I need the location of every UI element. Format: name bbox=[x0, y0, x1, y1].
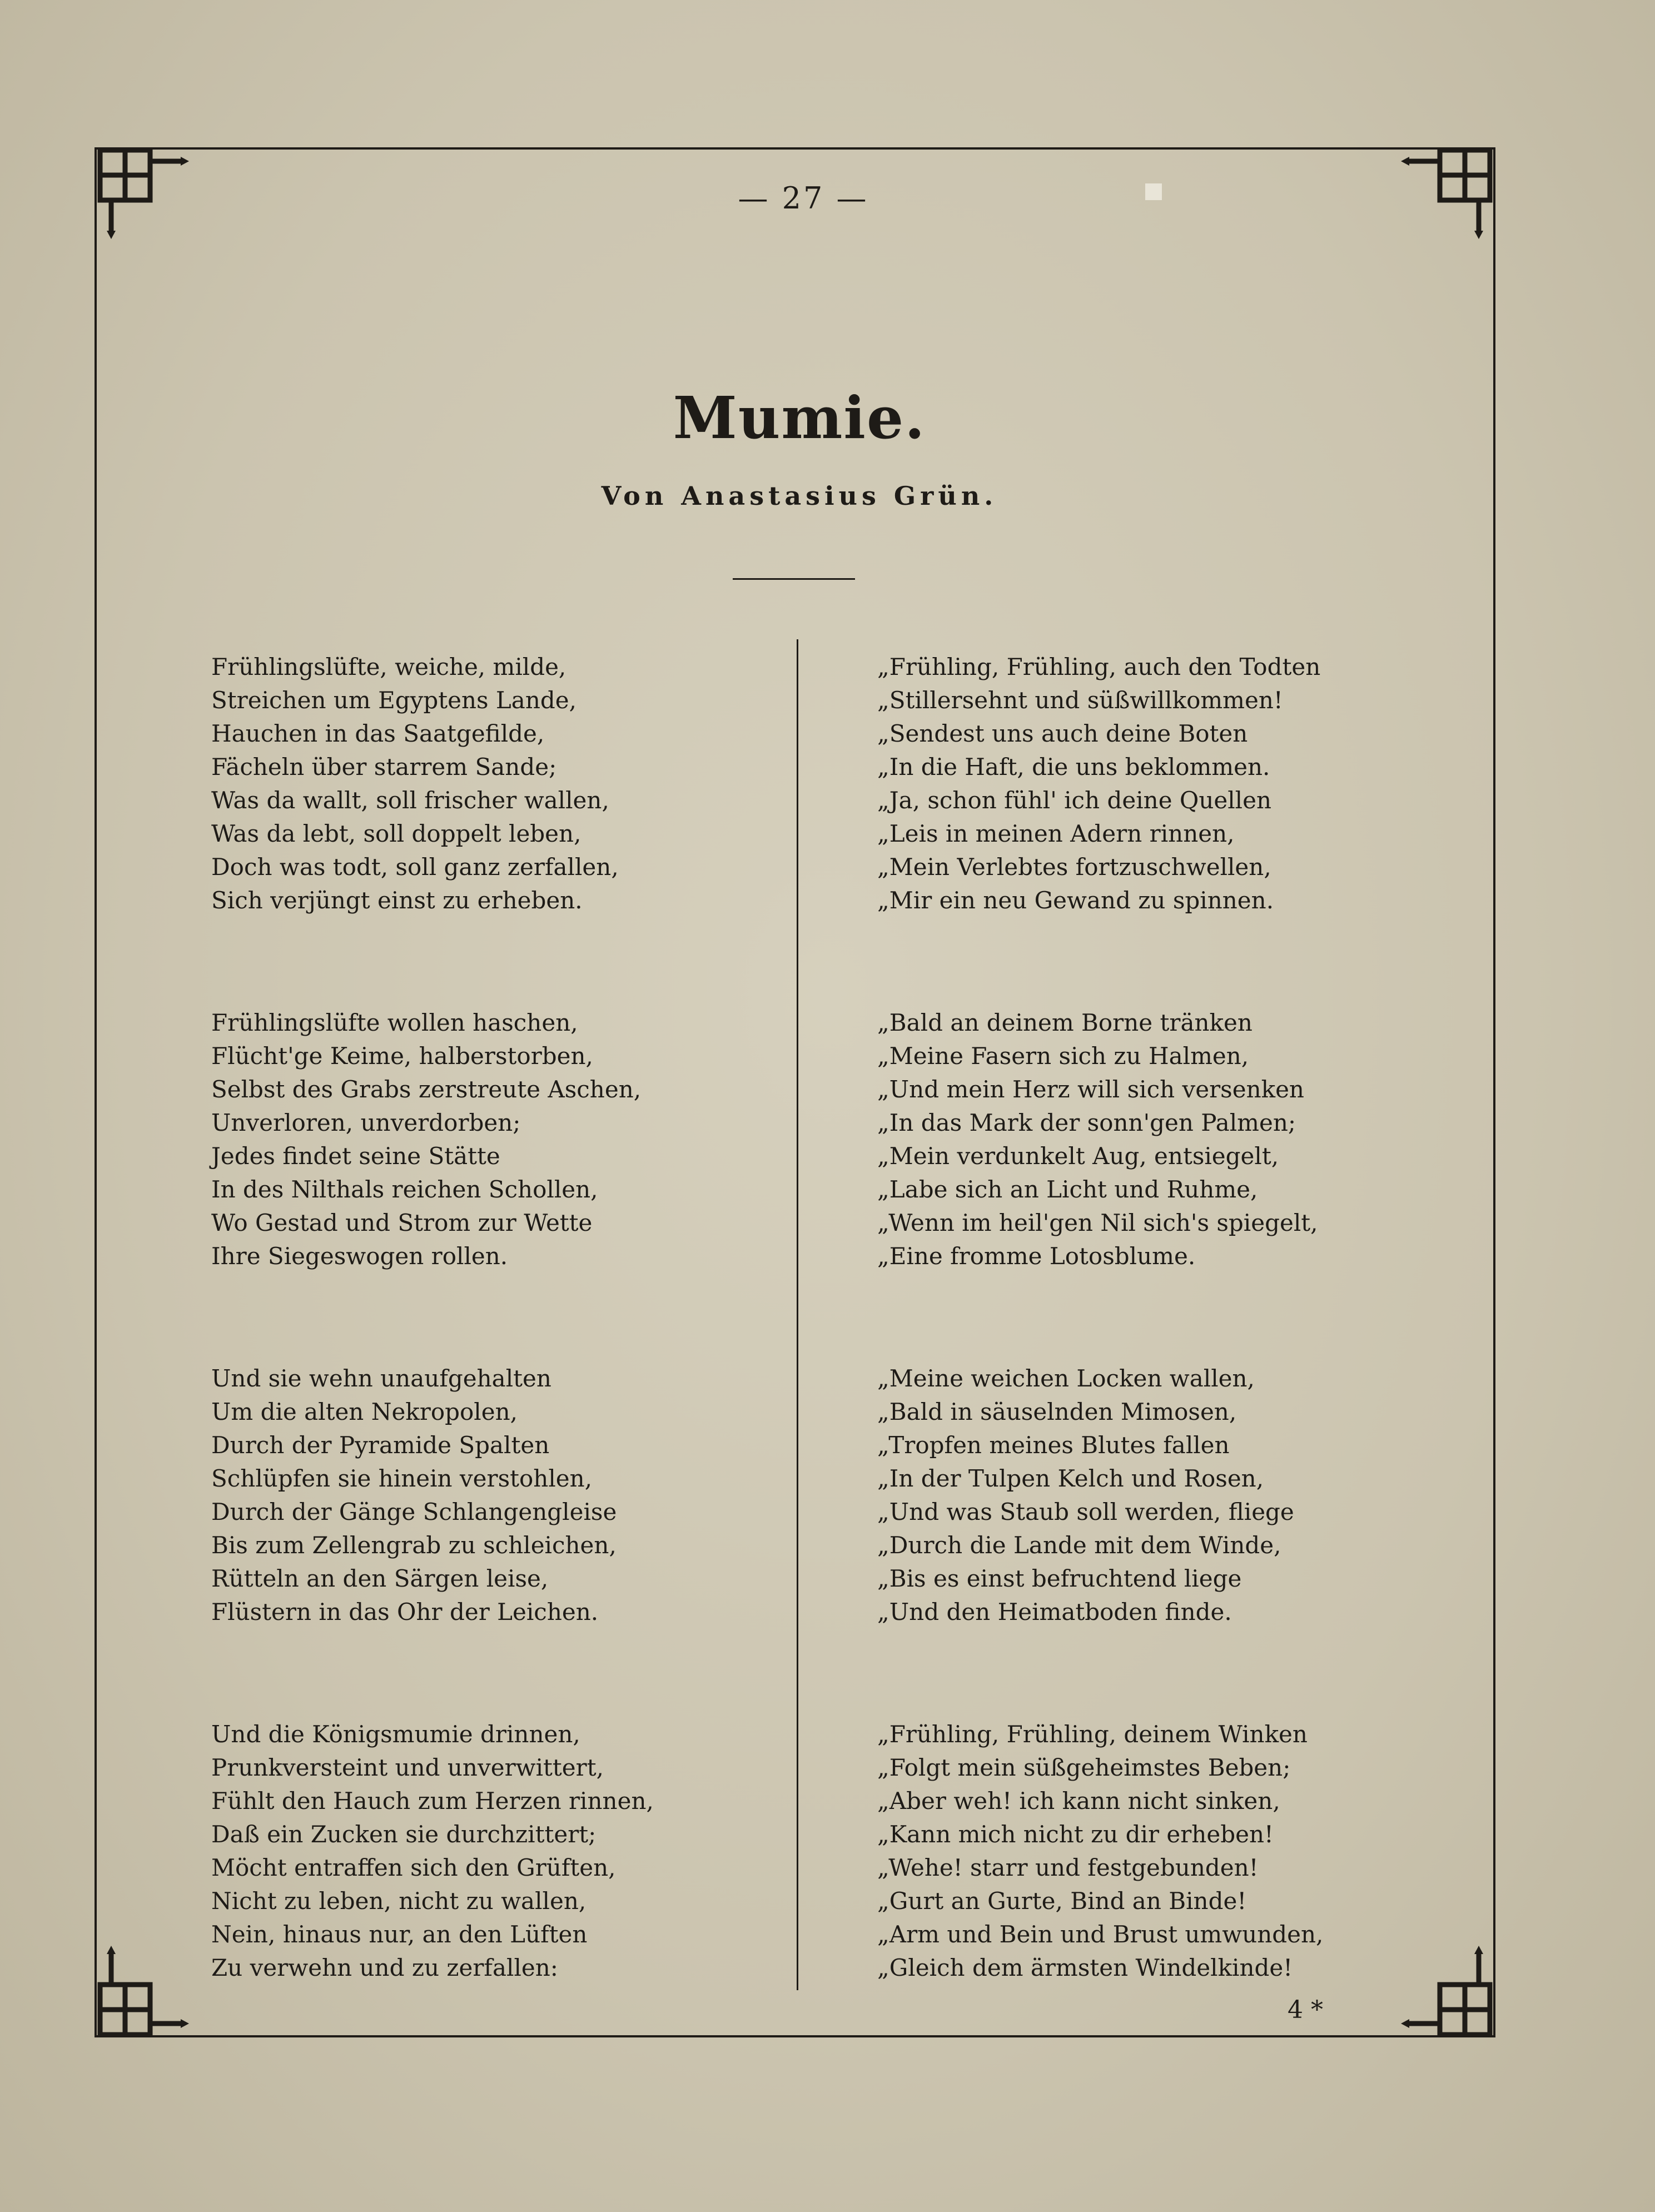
left-stanza-1 bbox=[211, 650, 767, 1006]
verse-line: Jedes findet seine Stätte bbox=[211, 1142, 500, 1170]
verse-line: „Und mein Herz will sich versenken bbox=[877, 1076, 1304, 1103]
verse-line: „Mir ein neu Gewand zu spinnen. bbox=[877, 887, 1274, 914]
verse-line: Flüstern in das Ohr der Leichen. bbox=[211, 1598, 599, 1626]
verse-line: „Frühling, Frühling, deinem Winken bbox=[877, 1721, 1308, 1748]
verse-line: „Kann mich nicht zu dir erheben! bbox=[877, 1821, 1274, 1848]
verse-line: Flücht'ge Keime, halberstorben, bbox=[211, 1042, 593, 1070]
right-stanza-4 bbox=[877, 1718, 1433, 2074]
verse-line: „Labe sich an Licht und Ruhme, bbox=[877, 1176, 1258, 1203]
verse-line: Ihre Siegeswogen rollen. bbox=[211, 1242, 508, 1270]
verse-line: „Frühling, Frühling, auch den Todten bbox=[877, 653, 1321, 680]
verse-line: Selbst des Grabs zerstreute Aschen, bbox=[211, 1076, 642, 1103]
page-number: — 27 — bbox=[738, 181, 869, 216]
verse-line: Fühlt den Hauch zum Herzen rinnen, bbox=[211, 1787, 654, 1815]
verse-line: „Gurt an Gurte, Bind an Binde! bbox=[877, 1887, 1247, 1915]
verse-line: „Tropfen meines Blutes fallen bbox=[877, 1431, 1230, 1459]
verse-line: „Bald an deinem Borne tränken bbox=[877, 1009, 1253, 1036]
verse-line: „Meine Fasern sich zu Halmen, bbox=[877, 1042, 1249, 1070]
right-stanza-3 bbox=[877, 1362, 1433, 1718]
verse-line: Und die Königsmumie drinnen, bbox=[211, 1721, 580, 1748]
verse-line: „Stillersehnt und süßwillkommen! bbox=[877, 687, 1283, 714]
verse-line: „Meine weichen Locken wallen, bbox=[877, 1365, 1255, 1392]
verse-line: „Bis es einst befruchtend liege bbox=[877, 1565, 1242, 1592]
verse-line: Möcht entraffen sich den Grüften, bbox=[211, 1854, 616, 1881]
right-stanza-1 bbox=[877, 650, 1433, 1006]
column-divider bbox=[797, 639, 798, 1990]
verse-line: Nicht zu leben, nicht zu wallen, bbox=[211, 1887, 587, 1915]
verse-line: „Sendest uns auch deine Boten bbox=[877, 720, 1248, 747]
left-stanza-4 bbox=[211, 1718, 767, 2074]
verse-line: „Leis in meinen Adern rinnen, bbox=[877, 820, 1235, 847]
signature-mark: 4 * bbox=[1288, 1996, 1323, 2024]
verse-line: „Aber weh! ich kann nicht sinken, bbox=[877, 1787, 1280, 1815]
verse-line: Und sie wehn unaufgehalten bbox=[211, 1365, 551, 1392]
verse-line: Um die alten Nekropolen, bbox=[211, 1398, 518, 1425]
verse-line: „Und den Heimatboden finde. bbox=[877, 1598, 1232, 1626]
corner-ornament-icon bbox=[89, 1946, 189, 2046]
poem-author: Von Anastasius Grün. bbox=[601, 481, 998, 511]
corner-ornament-icon bbox=[1401, 139, 1501, 239]
verse-line: Was da lebt, soll doppelt leben, bbox=[211, 820, 582, 847]
verse-line: Wo Gestad und Strom zur Wette bbox=[211, 1209, 593, 1236]
verse-line: Durch der Gänge Schlangengleise bbox=[211, 1498, 617, 1525]
right-stanza-2 bbox=[877, 1006, 1433, 1362]
verse-line: Schlüpfen sie hinein verstohlen, bbox=[211, 1465, 593, 1492]
verse-line: „Arm und Bein und Brust umwunden, bbox=[877, 1921, 1324, 1948]
corner-ornament-icon bbox=[89, 139, 189, 239]
verse-line: „Wehe! starr und festgebunden! bbox=[877, 1854, 1259, 1881]
right-column bbox=[877, 650, 1433, 2074]
verse-line: „Eine fromme Lotosblume. bbox=[877, 1242, 1196, 1270]
verse-line: Rütteln an den Särgen leise, bbox=[211, 1565, 549, 1592]
verse-line: Fächeln über starrem Sande; bbox=[211, 753, 557, 781]
verse-line: Doch was todt, soll ganz zerfallen, bbox=[211, 853, 619, 881]
verse-line: „Mein verdunkelt Aug, entsiegelt, bbox=[877, 1142, 1279, 1170]
paper-spot bbox=[1145, 183, 1162, 200]
verse-line: „Ja, schon fühl' ich deine Quellen bbox=[877, 787, 1272, 814]
verse-line: „Gleich dem ärmsten Windelkinde! bbox=[877, 1954, 1293, 1981]
left-stanza-3 bbox=[211, 1362, 767, 1718]
verse-line: Frühlingslüfte, weiche, milde, bbox=[211, 653, 566, 680]
verse-line: Unverloren, unverdorben; bbox=[211, 1109, 521, 1136]
verse-line: In des Nilthals reichen Schollen, bbox=[211, 1176, 598, 1203]
verse-line: Was da wallt, soll frischer wallen, bbox=[211, 787, 609, 814]
verse-line: „Folgt mein süßgeheimstes Beben; bbox=[877, 1754, 1291, 1781]
left-column bbox=[211, 650, 767, 2074]
verse-line: „In das Mark der sonn'gen Palmen; bbox=[877, 1109, 1296, 1136]
verse-line: „Bald in säuselnden Mimosen, bbox=[877, 1398, 1237, 1425]
verse-line: Hauchen in das Saatgefilde, bbox=[211, 720, 545, 747]
left-stanza-2 bbox=[211, 1006, 767, 1362]
verse-line: „Wenn im heil'gen Nil sich's spiegelt, bbox=[877, 1209, 1318, 1236]
verse-line: Streichen um Egyptens Lande, bbox=[211, 687, 576, 714]
verse-line: „Durch die Lande mit dem Winde, bbox=[877, 1532, 1281, 1559]
verse-line: Sich verjüngt einst zu erheben. bbox=[211, 887, 583, 914]
verse-line: „Mein Verlebtes fortzuschwellen, bbox=[877, 853, 1271, 881]
title-divider-rule bbox=[733, 578, 855, 580]
verse-line: Daß ein Zucken sie durchzittert; bbox=[211, 1821, 597, 1848]
verse-line: Durch der Pyramide Spalten bbox=[211, 1431, 550, 1459]
verse-line: „In der Tulpen Kelch und Rosen, bbox=[877, 1465, 1264, 1492]
verse-line: Zu verwehn und zu zerfallen: bbox=[211, 1954, 558, 1981]
verse-line: „In die Haft, die uns beklommen. bbox=[877, 753, 1270, 781]
verse-line: Bis zum Zellengrab zu schleichen, bbox=[211, 1532, 617, 1559]
verse-line: Nein, hinaus nur, an den Lüften bbox=[211, 1921, 588, 1948]
poem-title: Mumie. bbox=[673, 384, 926, 452]
verse-line: Prunkversteint und unverwittert, bbox=[211, 1754, 604, 1781]
verse-line: Frühlingslüfte wollen haschen, bbox=[211, 1009, 578, 1036]
verse-line: „Und was Staub soll werden, fliege bbox=[877, 1498, 1294, 1525]
